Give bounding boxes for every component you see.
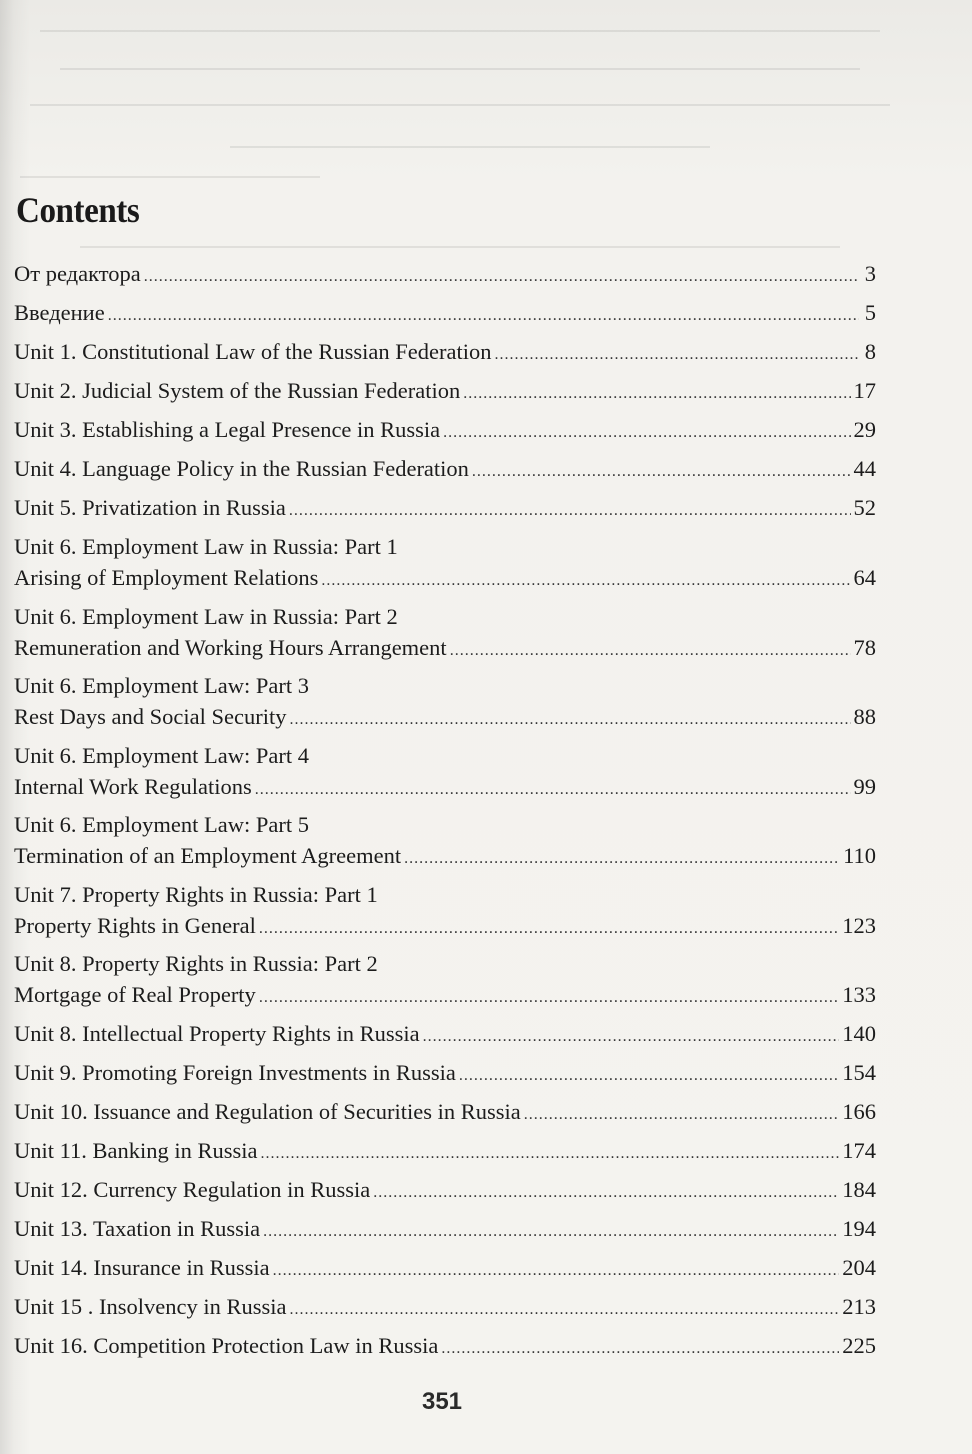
toc-entry-page: 3 <box>864 261 876 286</box>
dot-leader <box>443 425 850 441</box>
toc-entry[interactable] <box>14 336 876 375</box>
toc-entry[interactable] <box>14 492 876 531</box>
toc-entry-title: Arising of Employment Relations <box>14 565 319 590</box>
toc-entry-title: Unit 13. Taxation in Russia <box>14 1215 261 1241</box>
dot-leader <box>259 921 839 937</box>
dot-leader <box>261 1146 840 1162</box>
toc-entry-page: 133 <box>842 982 876 1007</box>
toc-entry-title: Unit 15 . Insolvency in Russia <box>14 1293 287 1319</box>
dot-leader <box>108 308 859 324</box>
toc-entry-unit-heading: Unit 6. Employment Law: Part 4 <box>14 742 309 768</box>
page-number: 351 <box>421 1388 463 1415</box>
toc-entry-page: 99 <box>853 773 876 799</box>
toc-entry[interactable] <box>14 1096 876 1135</box>
dot-leader <box>321 573 850 589</box>
toc-entry-unit-heading: Unit 7. Property Rights in Russia: Part 1 <box>14 881 378 907</box>
toc-entry-page: 88 <box>853 704 876 729</box>
toc-entry-page: 204 <box>842 1254 876 1280</box>
toc-entry-title: Unit 16. Competition Protection Law in Russia <box>14 1332 439 1358</box>
toc-entry[interactable] <box>14 258 876 297</box>
toc-entry-unit-heading: Unit 6. Employment Law in Russia: Part 1 <box>14 534 398 559</box>
dot-leader <box>263 1224 839 1240</box>
toc-entry-title: Internal Work Regulations <box>14 773 252 799</box>
toc-entry-page: 174 <box>842 1137 876 1163</box>
dot-leader <box>494 347 859 363</box>
toc-entry-title: Termination of an Employment Agreement <box>14 843 402 868</box>
toc-entry-page: 194 <box>842 1215 876 1241</box>
toc-entry-page: 5 <box>864 300 876 325</box>
dot-leader <box>273 1263 840 1279</box>
toc-entry-page: 78 <box>853 634 876 660</box>
toc-entry-title: Введение <box>14 300 105 325</box>
toc-entry-page: 17 <box>853 378 876 403</box>
dot-leader <box>404 851 840 867</box>
dot-leader <box>524 1107 839 1123</box>
dot-leader <box>441 1341 839 1357</box>
toc-entry[interactable] <box>14 414 876 453</box>
table-of-contents <box>14 258 876 1369</box>
dot-leader <box>373 1185 839 1201</box>
toc-entry[interactable] <box>14 1213 876 1252</box>
toc-entry[interactable] <box>14 1330 876 1369</box>
dot-leader <box>289 503 851 519</box>
toc-entry-page: 52 <box>853 495 876 520</box>
toc-entry-title: Unit 9. Promoting Foreign Investments in Russia <box>14 1059 456 1085</box>
toc-entry[interactable] <box>14 297 876 336</box>
toc-entry-title: Mortgage of Real Property <box>14 982 256 1007</box>
toc-entry-title: Property Rights in General <box>14 912 256 938</box>
toc-entry-title: Unit 10. Issuance and Regulation of Securities in Russia <box>14 1098 521 1124</box>
toc-entry-page: 29 <box>853 417 876 442</box>
dot-leader <box>144 269 859 285</box>
toc-entry-page: 154 <box>842 1059 876 1085</box>
toc-entry[interactable] <box>14 1252 876 1291</box>
toc-entry-title: Unit 1. Constitutional Law of the Russian Federation <box>14 339 492 364</box>
toc-entry-page: 184 <box>842 1176 876 1202</box>
toc-entry-title: От редактора <box>14 261 141 286</box>
dot-leader <box>255 782 851 798</box>
toc-entry-title: Unit 4. Language Policy in the Russian Federation <box>14 456 469 481</box>
toc-entry-page: 110 <box>843 843 876 868</box>
dot-leader <box>450 643 851 659</box>
toc-entry-title: Unit 12. Currency Regulation in Russia <box>14 1176 371 1202</box>
dot-leader <box>289 1302 839 1318</box>
toc-entry[interactable] <box>14 1135 876 1174</box>
toc-entry[interactable] <box>14 948 876 1018</box>
toc-entry-page: 44 <box>853 456 876 481</box>
toc-entry[interactable] <box>14 809 876 879</box>
toc-entry-page: 8 <box>864 339 876 364</box>
toc-entry-unit-heading: Unit 6. Employment Law in Russia: Part 2 <box>14 603 398 629</box>
dot-leader <box>472 464 851 480</box>
toc-entry-title: Unit 3. Establishing a Legal Presence in Russia <box>14 417 441 442</box>
toc-entry-title: Unit 8. Intellectual Property Rights in Russia <box>14 1020 420 1046</box>
dot-leader <box>459 1068 839 1084</box>
toc-entry-title: Unit 5. Privatization in Russia <box>14 495 286 520</box>
dot-leader <box>463 386 850 402</box>
toc-entry-page: 225 <box>842 1332 876 1358</box>
toc-entry[interactable] <box>14 740 876 810</box>
dot-leader <box>259 990 839 1006</box>
toc-entry-page: 166 <box>842 1098 876 1124</box>
toc-entry-title: Remuneration and Working Hours Arrangement <box>14 634 447 660</box>
toc-entry-title: Unit 14. Insurance in Russia <box>14 1254 270 1280</box>
toc-entry[interactable] <box>14 531 876 601</box>
toc-entry[interactable] <box>14 670 876 740</box>
toc-entry[interactable] <box>14 1174 876 1213</box>
page-title: Contents <box>16 190 140 230</box>
toc-entry-page: 213 <box>842 1293 876 1319</box>
toc-entry-page: 64 <box>853 565 876 590</box>
toc-entry-page: 140 <box>842 1020 876 1046</box>
toc-entry[interactable] <box>14 1057 876 1096</box>
dot-leader <box>423 1029 840 1045</box>
toc-entry-unit-heading: Unit 8. Property Rights in Russia: Part 2 <box>14 951 378 976</box>
bleed-through-text <box>0 0 972 200</box>
dot-leader <box>289 712 850 728</box>
toc-entry-title: Unit 11. Banking in Russia <box>14 1137 258 1163</box>
toc-entry-page: 123 <box>842 912 876 938</box>
toc-entry-unit-heading: Unit 6. Employment Law: Part 5 <box>14 812 309 837</box>
toc-entry[interactable] <box>14 1018 876 1057</box>
toc-entry-unit-heading: Unit 6. Employment Law: Part 3 <box>14 673 309 698</box>
toc-entry-title: Unit 2. Judicial System of the Russian Federation <box>14 378 461 403</box>
toc-entry[interactable] <box>14 453 876 492</box>
toc-entry[interactable] <box>14 601 876 671</box>
toc-entry-title: Rest Days and Social Security <box>14 704 287 729</box>
toc-entry[interactable] <box>14 1291 876 1330</box>
toc-entry[interactable] <box>14 375 876 414</box>
toc-entry[interactable] <box>14 879 876 949</box>
